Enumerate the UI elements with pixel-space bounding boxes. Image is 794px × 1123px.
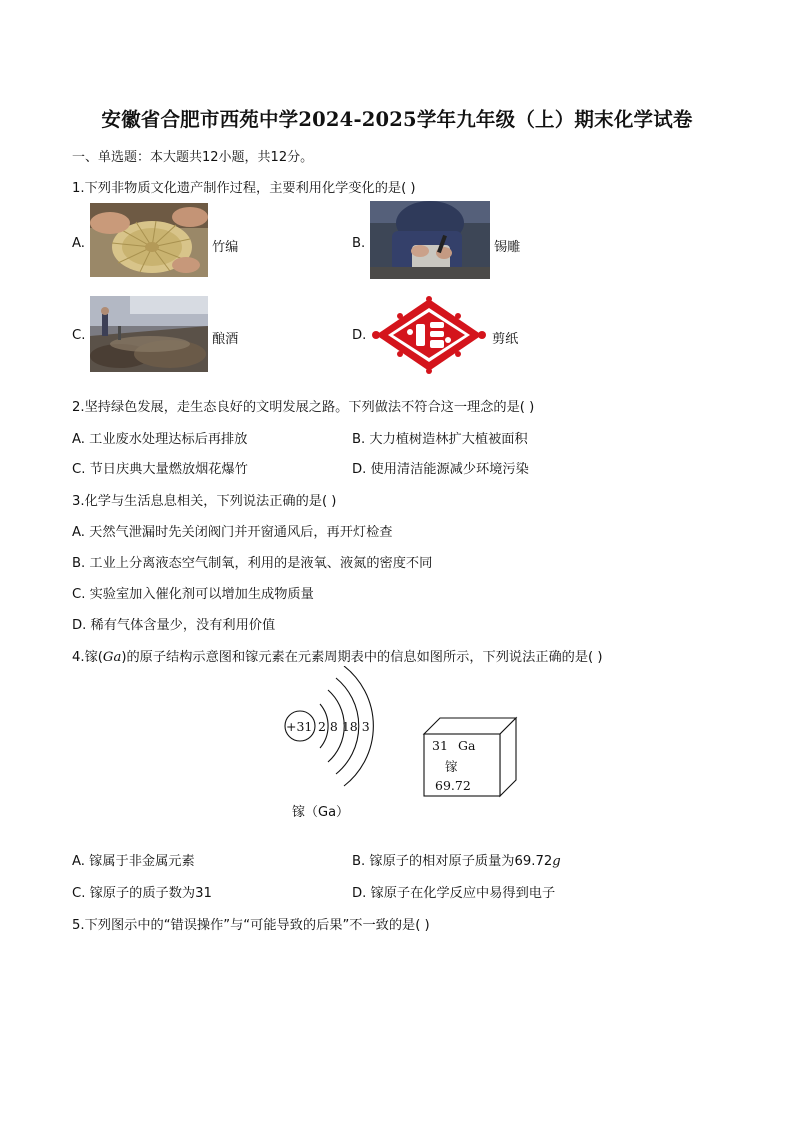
q4-option-b [352,850,561,869]
q4-stem-symbol: Ga [102,650,122,665]
question-4-stem [72,646,603,665]
q2-option-c: C. 节日庆典大量燃放烟花爆竹 [72,462,248,477]
option-d-letter: D. [352,328,367,343]
q4-option-b-text: B. 镓原子的相对原子质量为69.72 [352,854,553,869]
question-5-stem: 5.下列图示中的“错误操作”与“可能导致的后果”不一致的是( ) [72,918,430,933]
nucleus-charge: +31 [286,719,313,734]
page-title: 安徽省合肥市西苑中学2024-2025学年九年级（上）期末化学试卷 [101,108,693,131]
element-name: 镓 [445,759,458,774]
option-b-letter: B. [352,236,366,251]
paper-cut-photo [370,296,488,374]
section-heading: 一、单选题：本大题共12小题，共12分。 [72,150,314,165]
option-c-caption: 酿酒 [212,332,239,347]
question-3-stem: 3.化学与生活息息相关，下列说法正确的是( ) [72,494,337,509]
option-c-letter: C. [72,328,86,343]
option-d-caption: 剪纸 [492,332,519,347]
question-2-stem: 2.坚持绿色发展，走生态良好的文明发展之路。下列做法不符合这一理念的是( ) [72,400,535,415]
wine-brewing-photo [90,296,208,372]
q4-option-d: D. 镓原子在化学反应中易得到电子 [352,886,556,901]
question-1-stem: 1.下列非物质文化遗产制作过程，主要利用化学变化的是( ) [72,181,416,196]
element-symbol: Ga [458,738,476,753]
atomic-mass: 69.72 [435,778,471,793]
q3-option-a: A. 天然气泄漏时先关闭阀门并开窗通风后，再开灯检查 [72,525,393,540]
option-a-letter: A. [72,236,85,251]
tin-carving-photo [370,201,490,279]
q3-option-b: B. 工业上分离液态空气制氧，利用的是液氧、液氮的密度不同 [72,556,433,571]
option-a-caption: 竹编 [212,240,239,255]
q4-option-c: C. 镓原子的质子数为31 [72,886,212,901]
option-b-caption: 锡雕 [494,240,521,255]
q4-option-b-unit: g [552,854,561,869]
q2-option-d: D. 使用清洁能源减少环境污染 [352,462,529,477]
q4-stem-post: )的原子结构示意图和镓元素在元素周期表中的信息如图所示，下列说法正确的是( ) [121,650,603,665]
q4-option-a: A. 镓属于非金属元素 [72,854,195,869]
q3-option-d: D. 稀有气体含量少，没有利用价值 [72,618,276,633]
q3-option-c: C. 实验室加入催化剂可以增加生成物质量 [72,587,314,602]
q2-option-b: B. 大力植树造林扩大植被面积 [352,432,528,447]
q2-option-a: A. 工业废水处理达标后再排放 [72,432,248,447]
q4-stem-pre: 4.镓( [72,650,103,665]
electron-counts: 2 8 18 3 [318,719,370,734]
atomic-number: 31 [432,738,448,753]
bamboo-weaving-photo [90,203,208,277]
atom-caption: 镓（Ga） [292,805,350,820]
